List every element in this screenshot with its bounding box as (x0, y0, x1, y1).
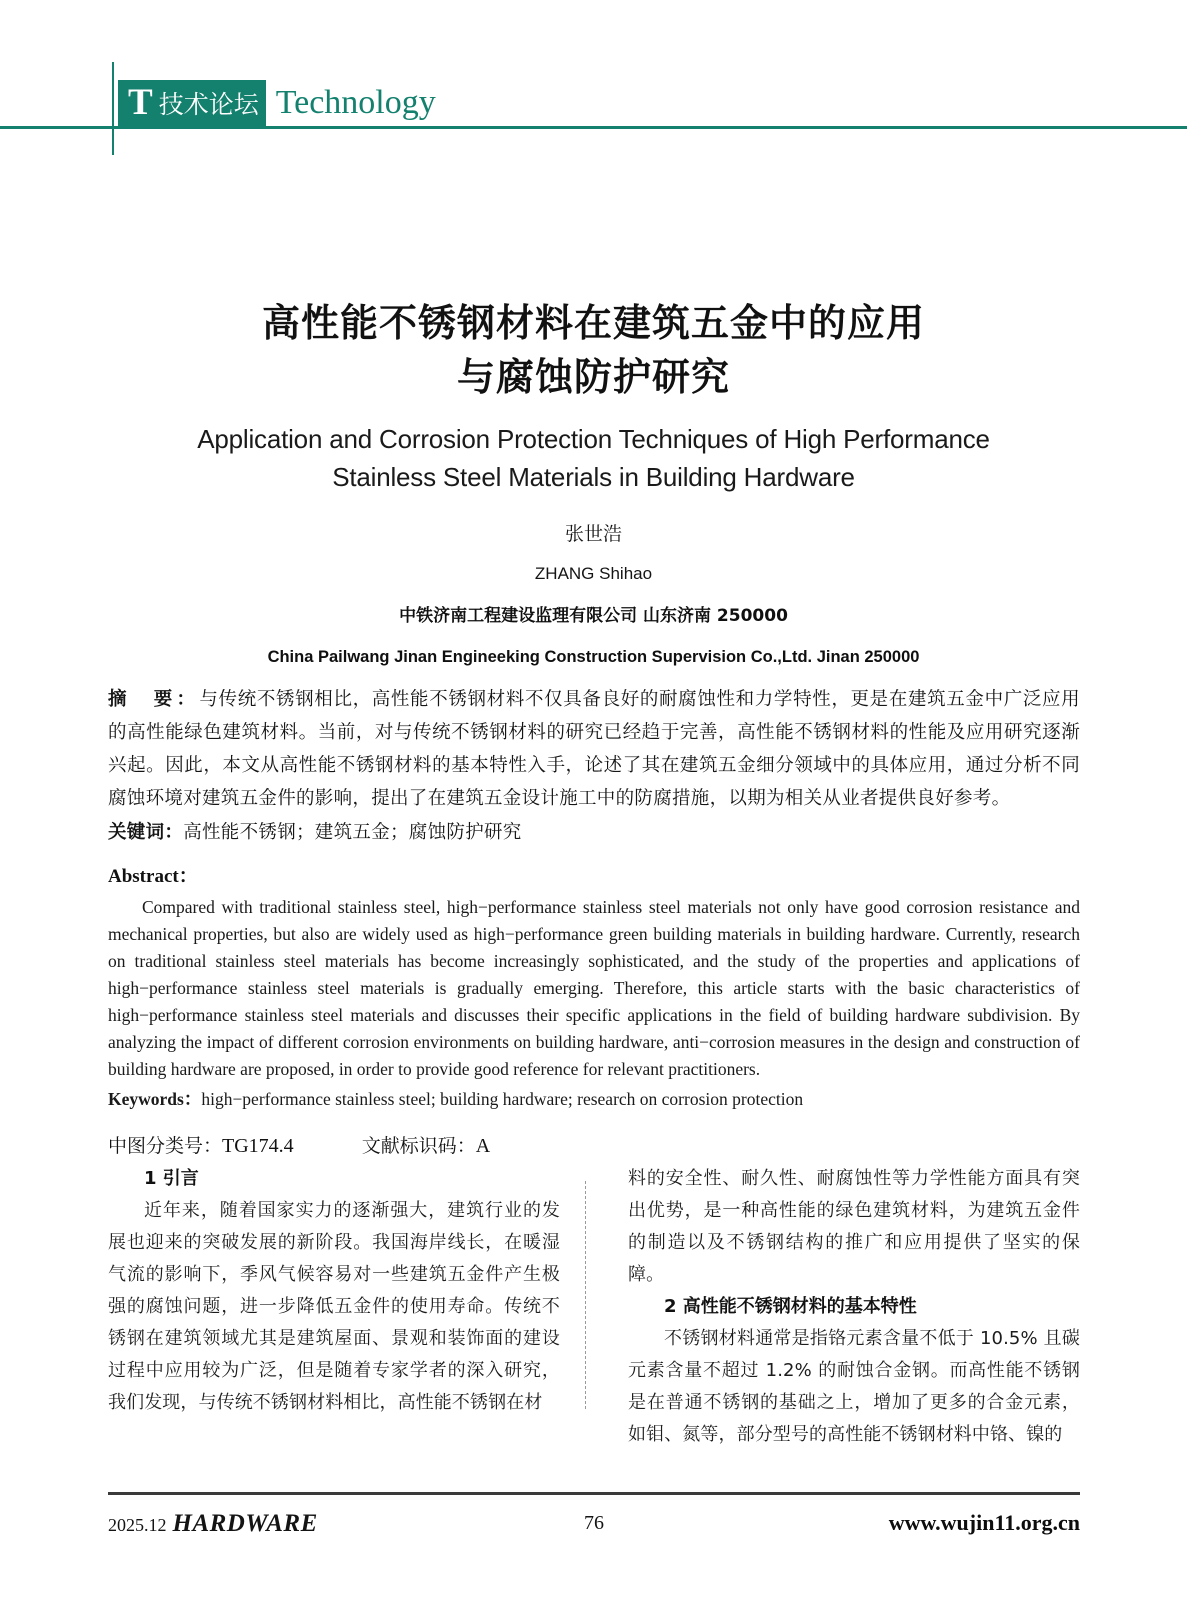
abstract-en-text: Compared with traditional stainless steel, high−performance stainless steel materials not only have good corrosion resistance and mechanical properties, but also are widely used as high−performance green building materials in building hardware. Currently, research on traditional stainless steel materials has become increasingly sophisticated, and the study of the properties and applications of high−performance stainless steel materials is gradually emerging. Therefore, this article starts with the basic characteristics of high−performance stainless steel materials and discusses their specific applications in the field of building hardware subdivision. By analyzing the impact of different corrosion environments on building hardware, anti−corrosion measures in the design and construction of building hardware are proposed, in order to provide good reference for relevant practitioners. (108, 897, 1080, 1079)
section-heading-1: 1 引言 (144, 1168, 199, 1189)
footer-brand: HARDWARE (172, 1510, 318, 1537)
abstract-block (108, 683, 1080, 1161)
keywords-cn-text: 高性能不锈钢；建筑五金；腐蚀防护研究 (183, 822, 522, 843)
masthead (0, 0, 1187, 170)
keywords-cn (108, 816, 1080, 849)
article-title-en-line2: Stainless Steel Materials in Building Hardware (332, 462, 855, 492)
article-title-cn-line1: 高性能不锈钢材料在建筑五金中的应用 (261, 301, 925, 345)
abstract-cn-text: 与传统不锈钢相比，高性能不锈钢材料不仅具备良好的耐腐蚀性和力学特性，更是在建筑五金中广泛应用的高性能绿色建筑材料。当前，对与传统不锈钢材料的研究已经趋于完善，高性能不锈钢材料的性能及应用研究逐渐兴起。因此，本文从高性能不锈钢材料的基本特性入手，论述了其在建筑五金细分领域中的具体应用，通过分析不同腐蚀环境对建筑五金件的影响，提出了在建筑五金设计施工中的防腐措施，以期为相关从业者提供良好参考。 (108, 689, 1080, 809)
masthead-vertical-accent-line (112, 62, 114, 155)
body-columns (108, 1163, 1080, 1445)
footer-rule (108, 1492, 1080, 1495)
affiliation-en: China Pailwang Jinan Engineeking Construction Supervision Co.,Ltd. Jinan 250000 (267, 648, 920, 666)
column-right-paragraph: 不锈钢材料通常是指铬元素含量不低于 10.5% 且碳元素含量不超过 1.2% 的耐蚀合金钢。而高性能不锈钢是在普通不锈钢的基础之上，增加了更多的合金元素，如钼、氮等，部分型号的高性能不锈钢材料中铬、镍的 (628, 1328, 1080, 1445)
clc-label: 中图分类号： (108, 1135, 223, 1157)
title-block (0, 296, 1187, 496)
affiliation-cn: 中铁济南工程建设监理有限公司 山东济南 250000 (399, 606, 788, 626)
masthead-banner (118, 80, 436, 126)
keywords-cn-label: 关键词： (108, 822, 184, 843)
keywords-en-text: high−performance stainless steel; building hardware; research on corrosion protection (201, 1089, 804, 1109)
author-name-en: ZHANG Shihao (534, 564, 653, 583)
article-title-cn-line2: 与腐蚀防护研究 (456, 355, 730, 399)
footer-issue: 2025.12 (108, 1515, 167, 1535)
masthead-letter-t: T (128, 81, 153, 123)
keywords-en-label: Keywords： (108, 1089, 202, 1109)
section-heading-2: 2 高性能不锈钢材料的基本特性 (664, 1296, 917, 1317)
clc-value: TG174.4 (222, 1135, 294, 1157)
column-right-continued-paragraph: 料的安全性、耐久性、耐腐蚀性等力学性能方面具有突出优势，是一种高性能的绿色建筑材料，为建筑五金件的制造以及不锈钢结构的推广和应用提供了坚实的保障。 (628, 1168, 1080, 1285)
keywords-en (108, 1085, 1080, 1113)
document-code-value: A (475, 1135, 491, 1157)
column-right (628, 1163, 1080, 1445)
author-block (0, 519, 1187, 671)
column-left-paragraph: 近年来，随着国家实力的逐渐强大，建筑行业的发展也迎来的突破发展的新阶段。我国海岸线长，在暖湿气流的影响下，季风气候容易对一些建筑五金件产生极强的腐蚀问题，进一步降低五金件的使用寿命。传统不锈钢在建筑领域尤其是建筑屋面、景观和装饰面的建设过程中应用较为广泛，但是随着专家学者的深入研究，我们发现，与传统不锈钢材料相比，高性能不锈钢在材 (108, 1200, 560, 1413)
classification-spacer (294, 1131, 362, 1161)
classification-line (108, 1131, 1080, 1161)
abstract-en-label: Abstract： (108, 866, 198, 887)
footer-page-number: 76 (584, 1512, 604, 1534)
column-left (108, 1163, 560, 1428)
masthead-category-cn: 技术论坛 (158, 89, 259, 119)
masthead-category-en: Technology (275, 84, 436, 121)
page-footer (108, 1504, 1080, 1544)
article-title-en-line1: Application and Corrosion Protection Techniques of High Performance (197, 424, 990, 454)
footer-website-url: www.wujin11.org.cn (888, 1510, 1080, 1535)
masthead-horizontal-rule (0, 126, 1187, 129)
abstract-cn-label: 摘 要： (108, 689, 200, 710)
author-name-cn: 张世浩 (564, 523, 622, 545)
document-code-label: 文献标识码： (361, 1135, 476, 1157)
abstract-cn (108, 683, 1080, 815)
masthead-green-tile (118, 80, 266, 126)
